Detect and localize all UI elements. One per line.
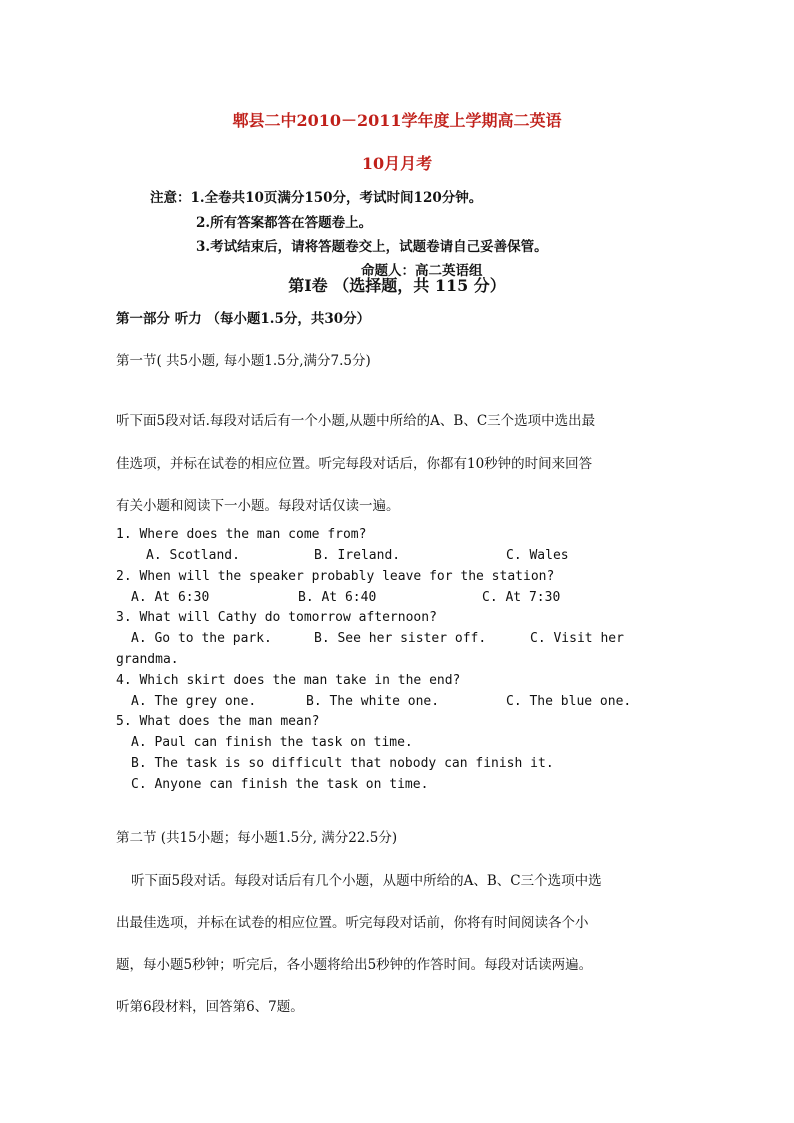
volume-title: 第Ⅰ卷 （选择题，共 115 分） — [288, 276, 506, 295]
section2-instruction: 题，每小题5秒钟；听完后，各小题将给出5秒钟的作答时间。每段对话读两遍。 — [116, 957, 593, 973]
section1-instruction: 有关小题和阅读下一小题。每段对话仅读一遍。 — [116, 498, 400, 514]
question-text: 3. What will Cathy do tomorrow afternoon? — [116, 610, 437, 625]
section2-instruction: 听第6段材料，回答第6、7题。 — [116, 999, 304, 1015]
option-c: C. Wales — [506, 548, 569, 563]
option-c: C. The blue one. — [506, 694, 632, 709]
option-c: C. Anyone can finish the task on time. — [131, 777, 429, 792]
option-a: A. The grey one. — [131, 694, 257, 709]
question-text: 4. Which skirt does the man take in the end? — [116, 673, 461, 688]
part1-title: 第一部分 听力 （每小题1.5分，共30分） — [116, 311, 371, 327]
author-line: 命题人：高二英语组 — [361, 263, 483, 279]
section2-instruction: 听下面5段对话。每段对话后有几个小题，从题中所给的A、B、C三个选项中选 — [131, 873, 602, 889]
notes-label: 注意： — [150, 190, 191, 206]
notes-item: 3.考试结束后，请将答题卷交上，试题卷请自己妥善保管。 — [196, 239, 548, 255]
option-c: C. Visit her — [530, 631, 624, 646]
question-text: 2. When will the speaker probably leave for the station? — [116, 569, 555, 584]
section1-instruction: 佳选项，并标在试卷的相应位置。听完每段对话后，你都有10秒钟的时间来回答 — [116, 456, 593, 472]
notes-item: 1.全卷共10页满分150分，考试时间120分钟。 — [190, 190, 483, 206]
section2-title: 第二节 (共15小题；每小题1.5分, 满分22.5分) — [116, 830, 398, 846]
notes-item: 2.所有答案都答在答题卷上。 — [196, 215, 373, 231]
section1-instruction: 听下面5段对话.每段对话后有一个小题,从题中所给的A、B、C三个选项中选出最 — [116, 413, 596, 429]
option-b: B. See her sister off. — [314, 631, 487, 646]
exam-title: 郫县二中2010－2011学年度上学期高二英语 — [232, 111, 562, 130]
option-b: B. The white one. — [306, 694, 440, 709]
option-c-wrap: grandma. — [116, 652, 179, 667]
option-b: B. At 6:40 — [298, 590, 377, 605]
option-a: A. Go to the park. — [131, 631, 272, 646]
question-text: 1. Where does the man come from? — [116, 527, 367, 542]
option-a: A. At 6:30 — [131, 590, 210, 605]
option-a: A. Scotland. — [146, 548, 240, 563]
option-b: B. Ireland. — [314, 548, 401, 563]
section2-instruction: 出最佳选项，并标在试卷的相应位置。听完每段对话前，你将有时间阅读各个小 — [116, 915, 589, 931]
section1-title: 第一节( 共5小题, 每小题1.5分,满分7.5分) — [116, 353, 371, 369]
option-b: B. The task is so difficult that nobody can finish it. — [131, 756, 554, 771]
exam-subtitle: 10月月考 — [361, 154, 433, 173]
option-a: A. Paul can finish the task on time. — [131, 735, 413, 750]
question-text: 5. What does the man mean? — [116, 714, 320, 729]
option-c: C. At 7:30 — [482, 590, 561, 605]
notes-line-1 — [150, 186, 482, 206]
